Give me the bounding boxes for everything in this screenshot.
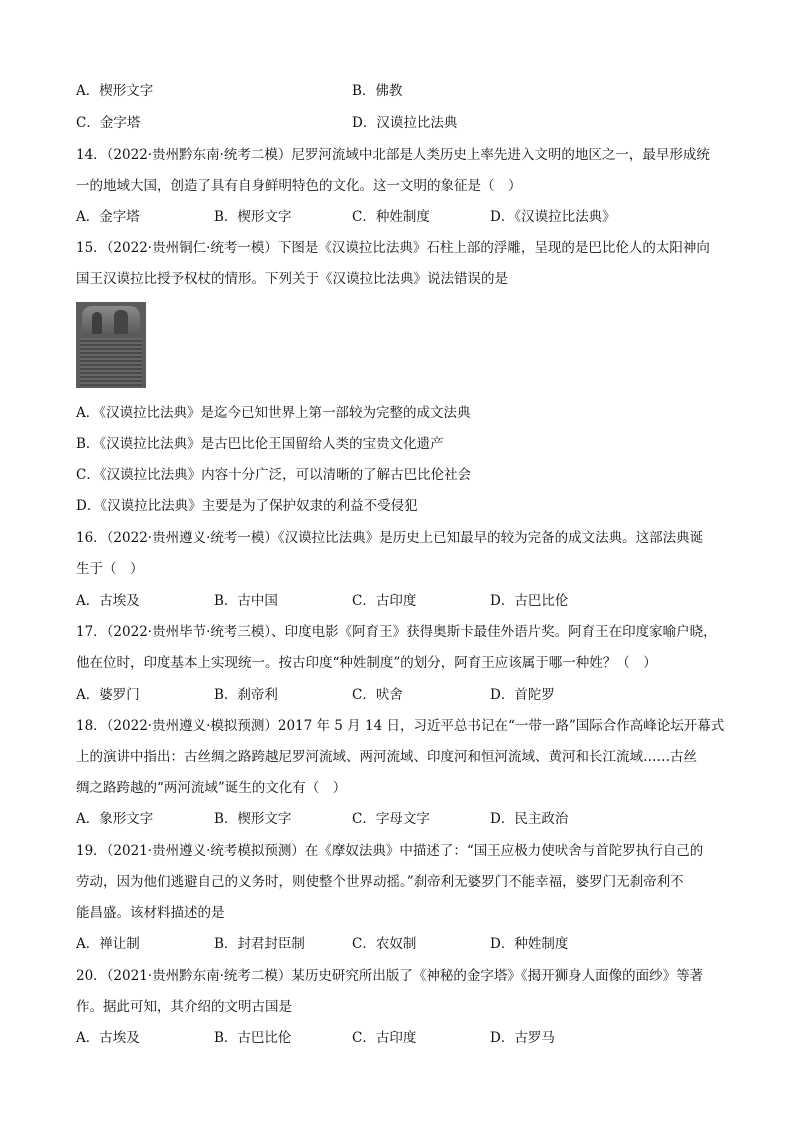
q14-stem-line2: 一的地域大国，创造了具有自身鲜明特色的文化。这一文明的象征是（ ）: [76, 178, 522, 194]
q17-option-b: B．刹帝利: [214, 687, 278, 703]
q19-option-d: D．种姓制度: [490, 936, 569, 952]
code-of-hammurabi-stele-image: [76, 302, 146, 388]
king-figure: [92, 312, 102, 334]
q16-option-b: B．古中国: [214, 593, 278, 609]
q14-stem-line1: 14．（2022·贵州黔东南·统考二模）尼罗河流域中北部是人类历史上率先进入文明的地区之一，最早形成统: [76, 147, 710, 163]
q16-option-a: A．古埃及: [76, 593, 140, 609]
q19-stem-line3: 能昌盛。该材料描述的是: [76, 905, 225, 921]
q18-option-a: A．象形文字: [76, 811, 154, 827]
q15-stem-line2: 国王汉谟拉比授予权杖的情形。下列关于《汉谟拉比法典》说法错误的是: [76, 271, 508, 287]
q15-option-b: B．《汉谟拉比法典》是古巴比伦王国留给人类的宝贵文化遗产: [76, 436, 444, 452]
q15-option-a: A．《汉谟拉比法典》是迄今已知世界上第一部较为完整的成文法典: [76, 405, 471, 421]
q19-stem-line1: 19．（2021·贵州遵义·统考模拟预测）在《摩奴法典》中描述了：“国王应极力使吠舍与首陀罗执行自己的: [76, 843, 704, 859]
q13-option-d: D．汉谟拉比法典: [352, 115, 458, 131]
q14-option-c: C．种姓制度: [352, 209, 430, 225]
q18-option-c: C．字母文字: [352, 811, 430, 827]
q18-option-b: B．楔形文字: [214, 811, 292, 827]
q16-option-c: C．古印度: [352, 593, 417, 609]
q14-option-a: A．金字塔: [76, 209, 140, 225]
q15-option-c: C．《汉谟拉比法典》内容十分广泛，可以清晰的了解古巴比伦社会: [76, 467, 472, 483]
q20-option-a: A．古埃及: [76, 1030, 140, 1046]
q17-stem-line1: 17．（2022·贵州毕节·统考三模）、印度电影《阿育王》获得奥斯卡最佳外语片奖。阿育王在印度家喻户晓，: [76, 624, 717, 640]
q16-stem-line1: 16．（2022·贵州遵义·统考一模）《汉谟拉比法典》是历史上已知最早的较为完备的成文法典。这部法典诞: [76, 530, 704, 546]
q15-option-d: D．《汉谟拉比法典》主要是为了保护奴隶的利益不受侵犯: [76, 498, 418, 514]
q16-stem-line2: 生于（ ）: [76, 561, 144, 577]
q20-option-c: C．古印度: [352, 1030, 417, 1046]
q13-option-b: B．佛教: [352, 83, 403, 99]
q17-option-d: D．首陀罗: [490, 687, 555, 703]
q18-stem-line2: 上的演讲中指出：古丝绸之路跨越尼罗河流域、两河流域、印度河和恒河流域、黄河和长江流域……古丝: [76, 749, 697, 765]
q15-stem-line1: 15．（2022·贵州铜仁·统考一模）下图是《汉谟拉比法典》石柱上部的浮雕，呈现的是巴比伦人的太阳神向: [76, 240, 710, 256]
q19-stem-line2: 劳动，因为他们逃避自己的义务时，则使整个世界动摇。”刹帝利无婆罗门不能幸福，婆罗门无刹帝利不: [76, 874, 684, 890]
q19-option-c: C．农奴制: [352, 936, 417, 952]
sun-god-figure: [114, 310, 128, 334]
q20-option-d: D．古罗马: [490, 1030, 555, 1046]
q14-option-b: B．楔形文字: [214, 209, 292, 225]
q18-option-d: D．民主政治: [490, 811, 569, 827]
q20-stem-line1: 20．（2021·贵州黔东南·统考二模）某历史研究所出版了《神秘的金字塔》《揭开狮身人面像的面纱》等著: [76, 968, 704, 984]
q18-stem-line3: 绸之路跨越的“两河流域”诞生的文化有（ ）: [76, 780, 347, 796]
q14-option-d: D．《汉谟拉比法典》: [490, 209, 616, 225]
inscription-area: [80, 338, 142, 386]
q16-option-d: D．古巴比伦: [490, 593, 569, 609]
q13-option-c: C．金字塔: [76, 115, 141, 131]
q19-option-a: A．禅让制: [76, 936, 140, 952]
q20-option-b: B．古巴比伦: [214, 1030, 292, 1046]
q18-stem-line1: 18．（2022·贵州遵义·模拟预测）2017 年 5 月 14 日，习近平总书记在“一带一路”国际合作高峰论坛开幕式: [76, 718, 725, 734]
q13-option-a: A．楔形文字: [76, 83, 154, 99]
q17-stem-line2: 他在位时，印度基本上实现统一。按古印度“种姓制度”的划分，阿育王应该属于哪一种姓？（ ）: [76, 655, 657, 671]
q17-option-c: C．吠舍: [352, 687, 403, 703]
relief-carving: [82, 306, 140, 336]
q17-option-a: A．婆罗门: [76, 687, 140, 703]
q19-option-b: B．封君封臣制: [214, 936, 305, 952]
q20-stem-line2: 作。据此可知，其介绍的文明古国是: [76, 999, 292, 1015]
